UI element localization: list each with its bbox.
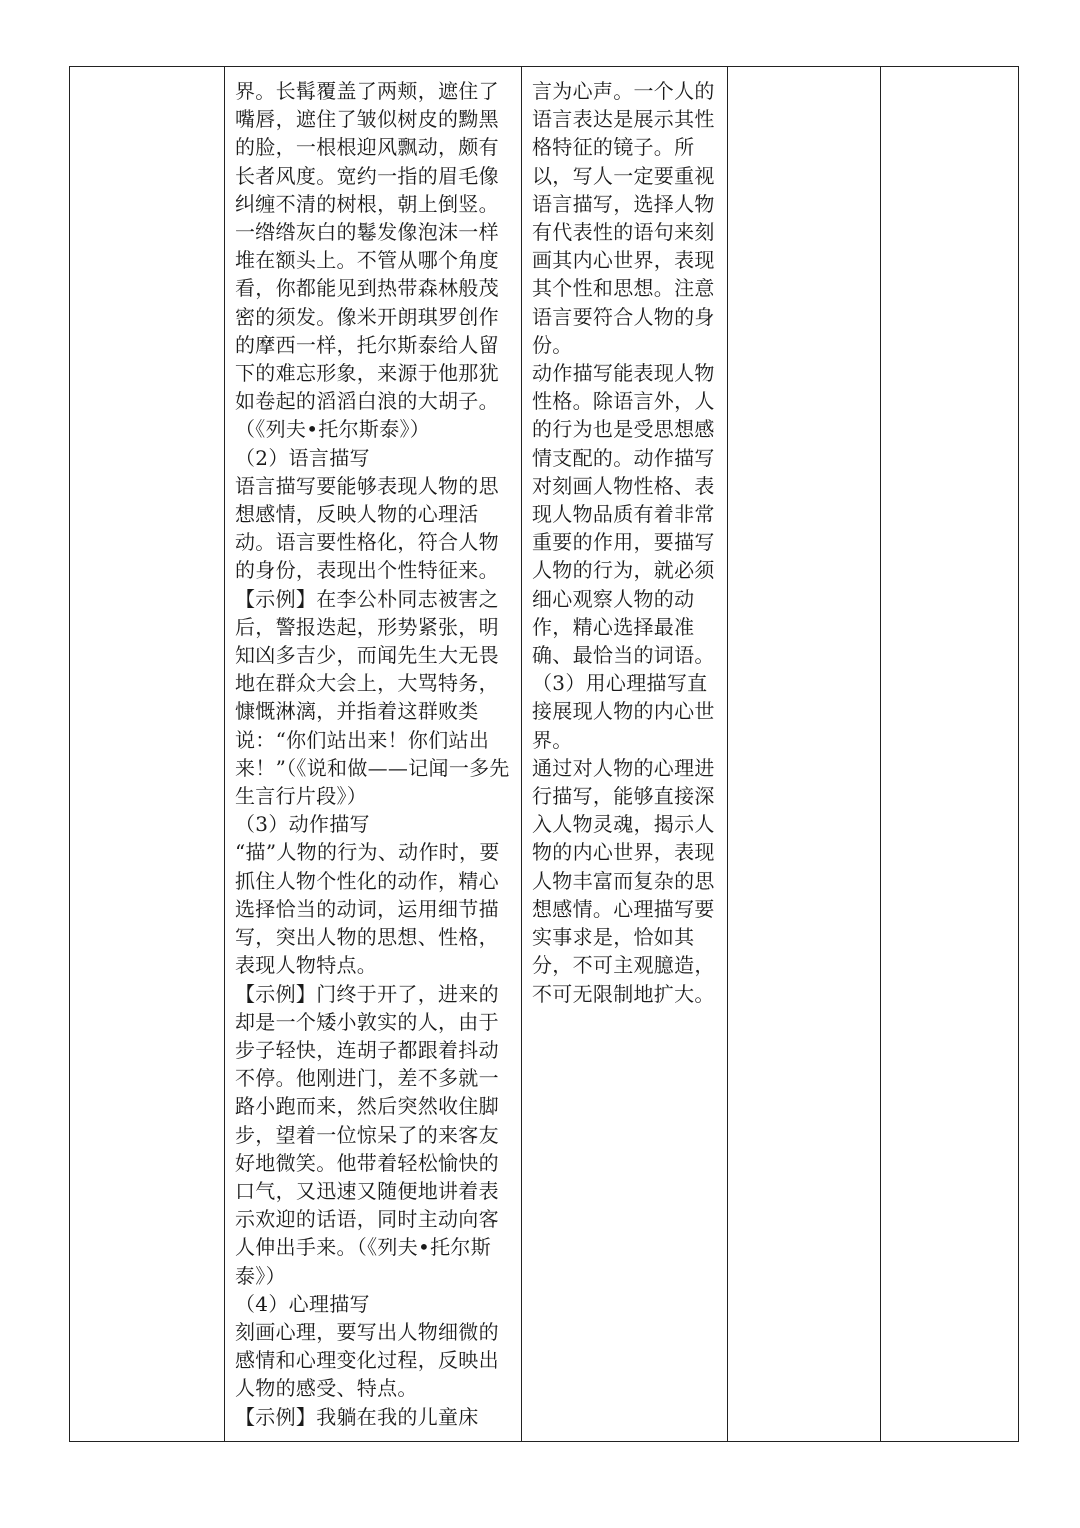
content-paragraph: 界。长髯覆盖了两颊，遮住了嘴唇，遮住了皱似树皮的黝黑的脸，一根根迎风飘动，颇有长者风度。宽约一指的眉毛像纠缠不清的树根，朝上倒竖。一绺绺灰白的鬈发像泡沫一样堆在额头上。不管从哪个角度看，你都能见到热带森林般茂密的须发。像米开朗琪罗创作的摩西一样，托尔斯泰给人留下的难忘形象，来源于他那犹如卷起的滔滔白浪的大胡子。（《列夫•托尔斯泰》） — [235, 79, 499, 442]
table-cell-content — [225, 67, 522, 1442]
example-paragraph: 【示例】在李公朴同志被害之后，警报迭起，形势紧张，明知凶多吉少，而闻先生大无畏地在群众大会上，大骂特务，慷慨淋漓，并指着这群败类说：“你们站出来！你们站出来！”（《说和做——记闻一多先生言行片段》） — [235, 586, 510, 809]
content-paragraph: 语言描写要能够表现人物的思想感情，反映人物的心理活动。语言要性格化，符合人物的身份，表现出个性特征来。 — [235, 473, 499, 583]
table-cell-empty-5 — [881, 67, 1019, 1442]
table-cell-empty-1 — [70, 67, 225, 1442]
example-paragraph: 【示例】我躺在我的儿童床 — [235, 1404, 479, 1429]
section-heading: （4）心理描写 — [235, 1291, 370, 1316]
content-paragraph: 刻画心理，要写出人物细微的感情和心理变化过程，反映出人物的感受、特点。 — [235, 1319, 499, 1401]
lesson-plan-table — [69, 66, 1019, 1442]
content-text — [225, 67, 521, 1431]
table-cell-empty-4 — [728, 67, 881, 1442]
content-paragraph: “描”人物的行为、动作时，要抓住人物个性化的动作，精心选择恰当的动词，运用细节描写，突出人物的思想、性格，表现人物特点。 — [235, 840, 500, 978]
table-row — [70, 67, 1019, 1442]
section-heading: （3）动作描写 — [235, 812, 370, 837]
example-paragraph: 【示例】门终于开了，进来的却是一个矮小敦实的人，由于步子轻快，连胡子都跟着抖动不停。他刚进门，差不多就一路小跑而来，然后突然收住脚步，望着一位惊呆了的来客友好地微笑。他带着轻松愉快的口气，又迅速又随便地讲着表示欢迎的话语，同时主动向客人伸出手来。（《列夫•托尔斯泰》） — [235, 981, 499, 1288]
notes-paragraph: 动作描写能表现人物性格。除语言外，人的行为也是受思想感情支配的。动作描写对刻画人物性格、表现人物品质有着非常重要的作用，要描写人物的行为，就必须细心观察人物的动作，精心选择最准确、最恰当的词语。 — [532, 361, 715, 668]
notes-heading: （3）用心理描写直接展现人物的内心世界。 — [532, 671, 715, 752]
notes-paragraph: 通过对人物的心理进行描写，能够直接深入人物灵魂，揭示人物的内心世界，表现人物丰富而复杂的思想感情。心理描写要实事求是，恰如其分，不可主观臆造，不可无限制地扩大。 — [532, 755, 715, 1006]
table-cell-notes — [522, 67, 728, 1442]
notes-paragraph: 言为心声。一个人的语言表达是展示其性格特征的镜子。所以，写人一定要重视语言描写，选择人物有代表性的语句来刻画其内心世界，表现其个性和思想。注意语言要符合人物的身份。 — [532, 79, 715, 357]
notes-text — [522, 67, 727, 1008]
section-heading: （2）语言描写 — [235, 445, 370, 470]
